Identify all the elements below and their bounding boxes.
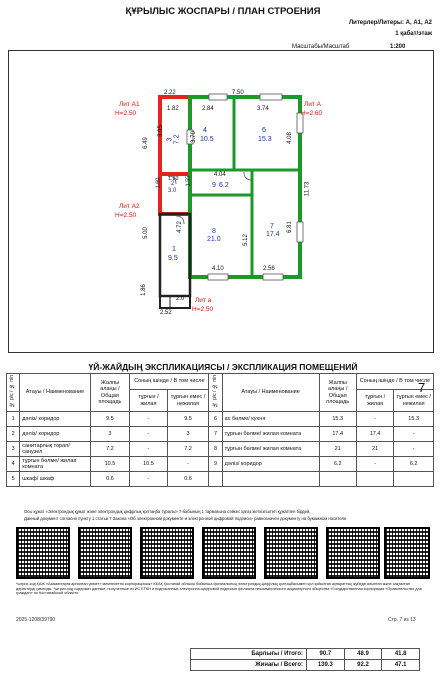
room-8-no: 8 bbox=[212, 228, 216, 235]
floor-label: 1 қабат/этаж bbox=[395, 31, 432, 37]
itogo-living: 48.9 bbox=[344, 649, 382, 660]
th-incl-right: Соның ішінде / В том числе bbox=[356, 374, 433, 390]
th-incl-left: Соның ішінде / В том числе bbox=[130, 374, 209, 390]
qr-code-2 bbox=[78, 527, 132, 579]
room-9-no: 9 bbox=[212, 182, 216, 189]
lit-a3-height: Н=2.50 bbox=[192, 306, 214, 313]
qr-code-6 bbox=[326, 527, 380, 579]
cell: - bbox=[167, 457, 209, 472]
room-3-no: 3 bbox=[166, 137, 174, 142]
room-6-no: 6 bbox=[262, 127, 266, 134]
dim-r6-w: 3.74 bbox=[257, 106, 269, 112]
floor-plan bbox=[8, 50, 434, 353]
note-kz: Осы құжат «Электрондық құжат және электрондық цифрлық қолтаңба туралы» 7-бабының 1 тармағына сәйкес қағаз жеткізгіштегі құжатпен бірдей. bbox=[24, 509, 311, 514]
cell: дәліз/ коридор bbox=[20, 412, 90, 427]
dim-left-upper: 6.49 bbox=[142, 137, 149, 149]
cell: 9.5 bbox=[167, 412, 209, 427]
room-2-area: 3.0 bbox=[168, 188, 177, 194]
itogo-nonliving: 41.8 bbox=[382, 649, 420, 660]
lit-a1-label: Лит А1 bbox=[119, 101, 140, 108]
dim-r4-h: 3.70 bbox=[190, 131, 197, 143]
dim-r8-h: 5.12 bbox=[242, 234, 249, 246]
cell: тұрғын бөлме/ жилая комната bbox=[222, 442, 319, 457]
th-nonliving-left: тұрғын емес / нежилая bbox=[167, 390, 209, 412]
room-7-no: 7 bbox=[270, 223, 274, 230]
dim-bot-porch: 2.0 bbox=[176, 296, 185, 302]
qr-code-5 bbox=[264, 527, 318, 579]
room-9-area: 6.2 bbox=[219, 182, 229, 189]
cell: 7.2 bbox=[90, 442, 130, 457]
room-4-no: 4 bbox=[203, 127, 207, 134]
lit-a3-label: Лит а bbox=[195, 297, 212, 304]
page-title: ҚҰРЫЛЫС ЖОСПАРЫ / ПЛАН СТРОЕНИЯ bbox=[125, 6, 321, 17]
cell: 15.3 bbox=[394, 412, 434, 427]
room-3-area: 7.2 bbox=[173, 134, 181, 145]
scale-label: Масштабы/Масштаб bbox=[292, 44, 350, 50]
cell bbox=[356, 472, 393, 487]
dim-r8-w: 4.72 bbox=[176, 221, 183, 233]
th-total-left: Жалпы алаңы / Общая площадь bbox=[90, 374, 130, 412]
cell: шкаф/ шкаф bbox=[20, 472, 90, 487]
explication-table bbox=[6, 373, 434, 487]
cell: дәліз/ коридор bbox=[20, 427, 90, 442]
cell: 6 bbox=[209, 412, 222, 427]
vsego-total: 139.3 bbox=[307, 660, 345, 671]
table-row bbox=[7, 457, 434, 472]
cell: 7 bbox=[209, 427, 222, 442]
lit-a-label: Лит А bbox=[304, 101, 322, 108]
cell: 8 bbox=[209, 442, 222, 457]
dim-bot-porch2: 2.52 bbox=[160, 310, 172, 316]
room-7-area: 17.4 bbox=[266, 231, 280, 238]
th-no-left: № р/с / № п/п bbox=[9, 375, 16, 408]
cell: - bbox=[394, 442, 434, 457]
note-ru: Данный документ согласно пункту 1 статьи 7 Закона «Об электронном документе и электронной цифровой подписи» равнозначен документу на бумажном носителе bbox=[24, 516, 347, 521]
room-8-area: 21.0 bbox=[207, 236, 221, 243]
explication-title: ҮЙ-ЖАЙДЫҢ ЭКСПЛИКАЦИЯСЫ / ЭКСПЛИКАЦИЯ ПОМЕЩЕНИЙ bbox=[88, 362, 358, 372]
th-total-right: Жалпы алаңы / Общая площадь bbox=[319, 374, 356, 412]
lit-a-height: Н=2.60 bbox=[301, 110, 323, 117]
cell: 4 bbox=[7, 457, 20, 472]
table-row bbox=[7, 412, 434, 427]
cell: 17.4 bbox=[319, 427, 356, 442]
liter-label: Литерлер/Литеры: А, А1, А2 bbox=[348, 20, 432, 26]
dim-r1-h: 3.95 bbox=[157, 125, 164, 137]
cell: - bbox=[130, 472, 167, 487]
cell: 10.5 bbox=[90, 457, 130, 472]
totals-row-vsego bbox=[191, 660, 420, 671]
th-no-right: № р/с / № п/п bbox=[211, 375, 218, 408]
cell: 15.3 bbox=[319, 412, 356, 427]
cell: - bbox=[130, 412, 167, 427]
dim-r2-h: 1.60 bbox=[155, 177, 162, 189]
lit-a2-label: Лит А2 bbox=[119, 203, 140, 210]
th-living-right: тұрғын / жилая bbox=[356, 390, 393, 412]
cell: 3 bbox=[7, 442, 20, 457]
cell: 0.6 bbox=[167, 472, 209, 487]
cell: санитарлық торап/ санузел bbox=[20, 442, 90, 457]
cell: 6.2 bbox=[394, 457, 434, 472]
dim-left-mid: 5.00 bbox=[142, 227, 149, 239]
th-nonliving-right: тұрғын емес / нежилая bbox=[394, 390, 434, 412]
cell: 1 bbox=[7, 412, 20, 427]
cell bbox=[319, 472, 356, 487]
dim-r7-h: 6.81 bbox=[286, 221, 293, 233]
qr-code-3 bbox=[140, 527, 194, 579]
doc-number: 2025-1208/39790 bbox=[16, 617, 56, 623]
dim-r9-w: 4.04 bbox=[214, 172, 226, 178]
room-4-area: 10.5 bbox=[200, 136, 214, 143]
lit-a1-height: Н=2.50 bbox=[115, 110, 137, 117]
th-name-right: Атауы / Наименование bbox=[222, 374, 319, 412]
room-2-no: 2 bbox=[171, 181, 175, 187]
cell: 21 bbox=[319, 442, 356, 457]
cell: дәліз/ коридор bbox=[222, 457, 319, 472]
cell: 3 bbox=[167, 427, 209, 442]
cell: 7.2 bbox=[167, 442, 209, 457]
table-row bbox=[7, 472, 434, 487]
vsego-label: Жинағы / Всего: bbox=[191, 660, 307, 671]
page-number: Стр. 7 из 13 bbox=[388, 617, 416, 623]
dim-r4-w: 2.84 bbox=[202, 106, 214, 112]
cell: 10.5 bbox=[130, 457, 167, 472]
scale-value: 1:200 bbox=[390, 44, 406, 50]
dim-r2-w: 1.82 bbox=[168, 176, 179, 182]
cell: - bbox=[356, 412, 393, 427]
dim-right-main: 11.73 bbox=[304, 181, 311, 197]
table-row bbox=[7, 427, 434, 442]
lit-a2-height: Н=2.50 bbox=[115, 212, 137, 219]
totals-row-itogo bbox=[191, 649, 420, 660]
cell: 21 bbox=[356, 442, 393, 457]
cell: 3 bbox=[90, 427, 130, 442]
cell: 17.4 bbox=[356, 427, 393, 442]
cell bbox=[209, 472, 222, 487]
page-badge: 7 bbox=[418, 380, 426, 395]
totals-table bbox=[190, 648, 420, 671]
dim-r3-h: 1.55 bbox=[185, 175, 192, 187]
dim-r1-w: 1.82 bbox=[167, 106, 179, 112]
cell: 9.5 bbox=[90, 412, 130, 427]
itogo-total: 90.7 bbox=[307, 649, 345, 660]
qr-code-4 bbox=[202, 527, 256, 579]
table-row bbox=[7, 442, 434, 457]
room-6-area: 15.3 bbox=[258, 136, 272, 143]
cell: - bbox=[130, 442, 167, 457]
dim-bot-8: 4.10 bbox=[212, 266, 224, 272]
qr-code-7 bbox=[384, 527, 430, 579]
vsego-nonliving: 47.1 bbox=[382, 660, 420, 671]
cell: 2 bbox=[7, 427, 20, 442]
cell bbox=[394, 472, 434, 487]
cell: 6.2 bbox=[319, 457, 356, 472]
dim-top-main: 7.50 bbox=[232, 90, 244, 96]
room-1-no: 1 bbox=[172, 246, 176, 253]
cell: ас бөлме/ кухня bbox=[222, 412, 319, 427]
cell: 9 bbox=[209, 457, 222, 472]
dim-left-low: 1.86 bbox=[140, 284, 147, 296]
cell: тұрғын бөлме/ жилая комната bbox=[20, 457, 90, 472]
itogo-label: Барлығы / Итого: bbox=[191, 649, 307, 660]
cell: - bbox=[394, 427, 434, 442]
cell: - bbox=[356, 457, 393, 472]
barcode-footnote: *штрих-код ҚАЖ «Азаматтарға арналған үкімет» мемлекеттік корпорациясы» КЕАҚ Қостанай облысы бойынша филиалының электрондық-цифрлық қолтаңбасымен қол қойылған ақпараттық жүйеде алынған және сақталған деректерді қамтиды. *штрих-код содержит данные, полученные из ИС ЕГКН и подписанные электронно-цифровой подписью филиала некоммерческого акционерного общества «Государственная корпорация «Правительство для граждан» по Костанайской области bbox=[16, 582, 422, 596]
wall-lit-a bbox=[190, 97, 300, 277]
cell: - bbox=[130, 427, 167, 442]
dim-r6-h: 4.08 bbox=[286, 132, 293, 144]
room-1-area: 9.5 bbox=[168, 255, 178, 262]
cell: 0.6 bbox=[90, 472, 130, 487]
vsego-living: 92.2 bbox=[344, 660, 382, 671]
dim-bot-7: 2.56 bbox=[263, 266, 275, 272]
cell: тұрғын бөлме/ жилая комната bbox=[222, 427, 319, 442]
th-living-left: тұрғын / жилая bbox=[130, 390, 167, 412]
qr-code-1 bbox=[16, 527, 70, 579]
dim-top-left: 2.22 bbox=[164, 90, 176, 96]
cell: 5 bbox=[7, 472, 20, 487]
th-name-left: Атауы / Наименование bbox=[20, 374, 90, 412]
cell bbox=[222, 472, 319, 487]
